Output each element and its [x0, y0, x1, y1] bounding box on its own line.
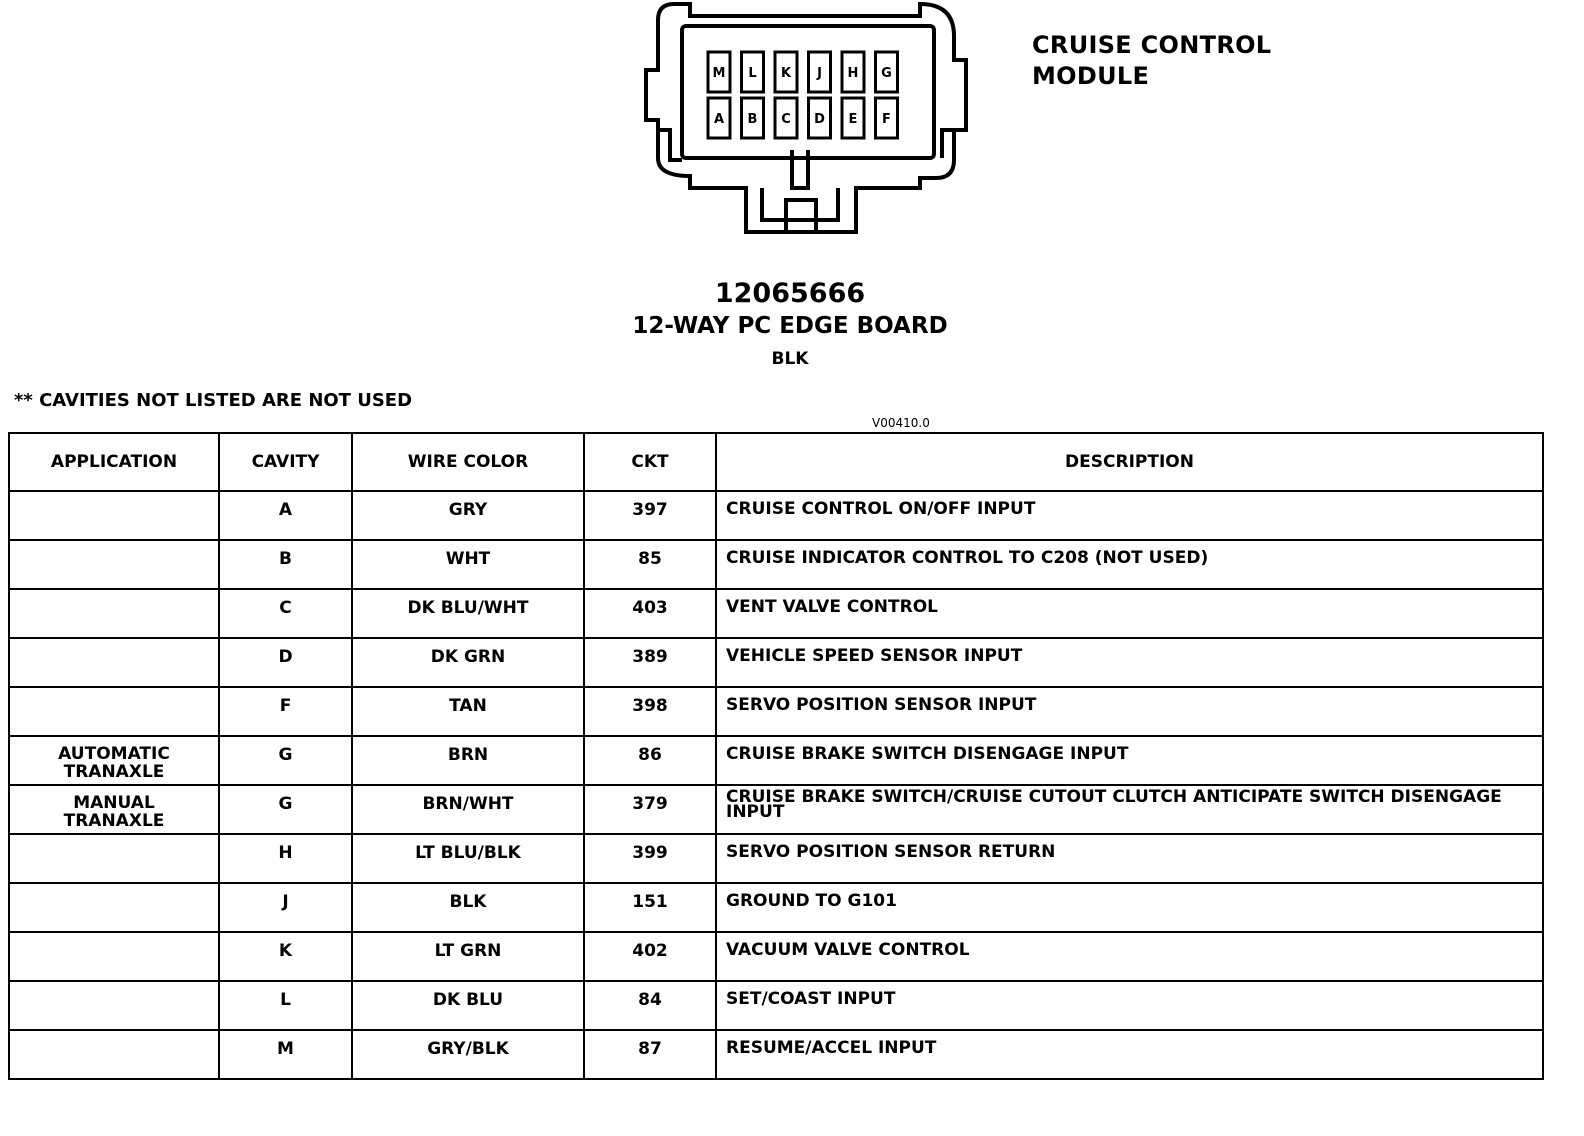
module-title-line2: MODULE — [1032, 62, 1150, 90]
ckt-cell: 403 — [584, 589, 716, 638]
ckt-cell: 86 — [584, 736, 716, 785]
application-cell — [9, 785, 219, 834]
pin-label-a: A — [713, 112, 725, 127]
cavity-cell: H — [219, 834, 352, 883]
cavities-note: ** CAVITIES NOT LISTED ARE NOT USED — [14, 390, 413, 411]
connector-latch — [762, 188, 838, 220]
ckt-cell: 85 — [584, 540, 716, 589]
cavity-cell: B — [219, 540, 352, 589]
cavity-cell: M — [219, 1030, 352, 1079]
wire-color-cell: LT GRN — [352, 932, 584, 981]
cavity-cell: K — [219, 932, 352, 981]
ckt-cell: 389 — [584, 638, 716, 687]
ckt-cell: 87 — [584, 1030, 716, 1079]
cavity-cell: L — [219, 981, 352, 1030]
table-row — [9, 687, 1543, 736]
description-cell: CRUISE INDICATOR CONTROL TO C208 (NOT USED) — [716, 540, 1543, 589]
ckt-cell: 402 — [584, 932, 716, 981]
pin-cavities — [708, 52, 898, 138]
wire-color-cell: TAN — [352, 687, 584, 736]
application-cell — [9, 736, 219, 785]
pin-label-e: E — [848, 112, 858, 127]
pin-label-f: F — [882, 112, 891, 127]
description-cell: VACUUM VALVE CONTROL — [716, 932, 1543, 981]
table-row — [9, 491, 1543, 540]
application-cell — [9, 638, 219, 687]
ckt-cell: 397 — [584, 491, 716, 540]
description-cell: VENT VALVE CONTROL — [716, 589, 1543, 638]
ckt-cell: 379 — [584, 785, 716, 834]
wire-color-cell: DK GRN — [352, 638, 584, 687]
application-cell — [9, 883, 219, 932]
application-cell — [9, 932, 219, 981]
application-cell — [9, 540, 219, 589]
description-cell: CRUISE BRAKE SWITCH DISENGAGE INPUT — [716, 736, 1543, 785]
connector-notch-left — [658, 130, 682, 160]
cavity-cell: A — [219, 491, 352, 540]
table-row — [9, 1030, 1543, 1079]
wire-color-cell: WHT — [352, 540, 584, 589]
ckt-cell: 84 — [584, 981, 716, 1030]
application-line1: MANUAL — [73, 793, 155, 813]
wire-color-cell: BRN/WHT — [352, 785, 584, 834]
pin-label-j: J — [817, 66, 822, 81]
table-row — [9, 981, 1543, 1030]
table-row — [9, 883, 1543, 932]
header-description: DESCRIPTION — [716, 433, 1543, 491]
header-cavity: CAVITY — [219, 433, 352, 491]
application-cell — [9, 687, 219, 736]
module-title — [1032, 30, 1271, 92]
table-header-row — [9, 433, 1543, 491]
table-row — [9, 834, 1543, 883]
table-row — [9, 540, 1543, 589]
connector-latch-slot — [786, 200, 816, 232]
pin-label-b: B — [747, 112, 758, 127]
pin-label-c: C — [781, 112, 791, 127]
table-row — [9, 736, 1543, 785]
description-cell: SERVO POSITION SENSOR INPUT — [716, 687, 1543, 736]
connector-key — [792, 150, 808, 188]
wire-color-cell: LT BLU/BLK — [352, 834, 584, 883]
pin-label-m: M — [712, 66, 726, 81]
application-cell — [9, 491, 219, 540]
application-cell — [9, 1030, 219, 1079]
header-application: APPLICATION — [9, 433, 219, 491]
cavity-cell: G — [219, 736, 352, 785]
cavity-cell: G — [219, 785, 352, 834]
header-wire-color: WIRE COLOR — [352, 433, 584, 491]
description-cell: VEHICLE SPEED SENSOR INPUT — [716, 638, 1543, 687]
application-cell — [9, 589, 219, 638]
connector-diagram — [640, 0, 970, 260]
ckt-cell: 151 — [584, 883, 716, 932]
connector-color: BLK — [771, 349, 809, 369]
pin-label-l: L — [748, 66, 757, 81]
application-line1: AUTOMATIC — [58, 744, 170, 764]
description-cell: RESUME/ACCEL INPUT — [716, 1030, 1543, 1079]
wire-color-cell: DK BLU — [352, 981, 584, 1030]
description-cell: CRUISE CONTROL ON/OFF INPUT — [716, 491, 1543, 540]
part-number: 12065666 — [714, 278, 866, 309]
pin-label-k: K — [780, 66, 792, 81]
pin-label-g: G — [881, 66, 892, 81]
description-cell: GROUND TO G101 — [716, 883, 1543, 932]
cavity-cell: J — [219, 883, 352, 932]
application-cell — [9, 981, 219, 1030]
cavity-cell: F — [219, 687, 352, 736]
wire-color-cell: GRY — [352, 491, 584, 540]
description-cell: SET/COAST INPUT — [716, 981, 1543, 1030]
cavity-table — [8, 432, 1544, 1080]
pin-label-d: D — [814, 112, 825, 127]
ckt-cell: 398 — [584, 687, 716, 736]
wire-color-cell: BLK — [352, 883, 584, 932]
table-row — [9, 785, 1543, 834]
wire-color-cell: BRN — [352, 736, 584, 785]
description-cell: CRUISE BRAKE SWITCH/CRUISE CUTOUT CLUTCH ANTICIPATE SWITCH DISENGAGE INPUT — [716, 785, 1543, 834]
reference-code: V00410.0 — [872, 416, 930, 430]
ckt-cell: 399 — [584, 834, 716, 883]
application-line2: TRANAXLE — [63, 762, 165, 782]
table-row — [9, 638, 1543, 687]
pin-label-h: H — [847, 66, 859, 81]
application-line2: TRANAXLE — [63, 811, 165, 831]
wire-color-cell: DK BLU/WHT — [352, 589, 584, 638]
table-row — [9, 589, 1543, 638]
wire-color-cell: GRY/BLK — [352, 1030, 584, 1079]
description-cell: SERVO POSITION SENSOR RETURN — [716, 834, 1543, 883]
header-ckt: CKT — [584, 433, 716, 491]
cavity-cell: C — [219, 589, 352, 638]
module-title-line1: CRUISE CONTROL — [1032, 31, 1272, 59]
connector-description: 12-WAY PC EDGE BOARD — [632, 313, 948, 339]
table-row — [9, 932, 1543, 981]
application-cell — [9, 834, 219, 883]
cavity-cell: D — [219, 638, 352, 687]
connector-housing — [646, 4, 966, 232]
